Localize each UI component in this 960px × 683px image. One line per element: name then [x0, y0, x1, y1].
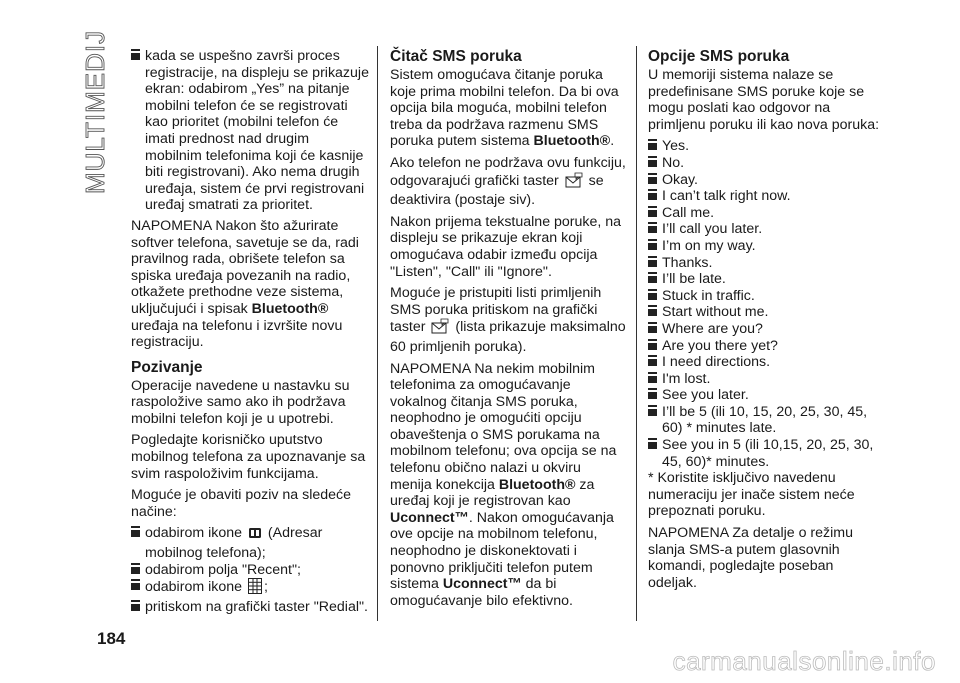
list-item: I can’t talk right now. — [648, 188, 886, 205]
list-item: No. — [648, 155, 886, 172]
paragraph: * Koristite isključivo navedenu numeraciju jer inače sistem neće prepoznati poruku. — [648, 470, 855, 520]
paragraph: Sistem omogućava čitanje poruka koje prima mobilni telefon. Da bi ova opcija bila moguća, mobilni telefon treba da podržava razmenu SMS poruka putem sistema Bluetooth®. — [390, 67, 619, 150]
list-item: Stuck in traffic. — [648, 288, 886, 305]
column-3 — [648, 48, 886, 596]
list-item: I'm lost. — [648, 371, 886, 388]
paragraph: U memoriji sistema nalaze se predefinisane SMS poruke koje se mogu poslati kao odgovor na primljenu poruku ili kao nova poruka: — [648, 67, 880, 133]
list-item: Yes. — [648, 138, 886, 155]
list-item: Are you there yet? — [648, 338, 886, 355]
phonebook-icon — [248, 526, 262, 545]
list-item: I need directions. — [648, 354, 886, 371]
bullet-item: pritiskom na grafički taster "Redial". — [131, 599, 369, 616]
paragraph: Operacije navedene u nastavku su raspoložive samo ako ih podržava mobilni telefon koji je u upotrebi. — [131, 377, 350, 427]
watermark: carmanualsonline.info — [672, 646, 936, 676]
bullet-item: kada se uspešno završi proces registracije, na displeju se prikazuje ekran: odabirom „Yes” na pitanje mobilni telefon će se registrovati kao prioritet (mobilni telefon će imati prednost nad drugim mobilnim telefonima koji će kasnije biti registrovani). Ako nema drugih uređaja, sistem će prvi registrovani uređaj smatrati za prioritet. — [131, 48, 369, 214]
list-item: See you later. — [648, 387, 886, 404]
note-paragraph: NAPOMENA Na nekim mobilnim telefonima za omogućavanje vokalnog čitanja SMS poruka, neophodno je omogućiti opciju obaveštenja o SMS porukama na mobilnom telefonu; ova opcija se na telefonu obično nalazi u okviru menija konekcija Bluetooth® za uređaj koji je registrovan kao Uconnect™. Nakon omogućavanja ove opcije na mobilnom telefonu, neophodno je diskonektovati i ponovno priključiti telefon putem sistema Uconnect™ da bi omogućavanje bilo efektivno. — [390, 360, 617, 609]
paragraph: Moguće je pristupiti listi primljenih SMS poruka pritiskom na grafički taster (lista prikazuje maksimalno 60 primljenih poruka). — [390, 285, 626, 355]
list-item: Start without me. — [648, 304, 886, 321]
sms-envelope-icon — [565, 172, 583, 193]
section-heading-sms-options: Opcije SMS poruka — [648, 48, 790, 65]
list-item: I’ll be 5 (ili 10, 15, 20, 25, 30, 45, 60) * minutes late. — [648, 404, 886, 437]
column-divider — [636, 46, 637, 621]
list-item: Okay. — [648, 172, 886, 189]
column-divider — [377, 46, 378, 621]
column-2 — [390, 48, 626, 614]
list-item: I’ll call you later. — [648, 221, 886, 238]
list-item: Thanks. — [648, 255, 886, 272]
paragraph: Moguće je obaviti poziv na sledeće načine: — [131, 487, 352, 520]
section-heading-pozivanje: Pozivanje — [131, 358, 203, 376]
sms-envelope-icon — [431, 318, 449, 339]
list-item: I’m on my way. — [648, 238, 886, 255]
paragraph: Ako telefon ne podržava ovu funkciju, odgovarajući grafički taster se deaktivira (postaje siv). — [390, 154, 626, 209]
keypad-icon — [248, 578, 262, 599]
page-number: 184 — [97, 629, 126, 648]
list-item: See you in 5 (ili 10,15, 20, 25, 30, 45, 60)* minutes. — [648, 437, 886, 470]
section-heading-sms-reader: Čitač SMS poruka — [390, 48, 522, 65]
list-item: Where are you? — [648, 321, 886, 338]
note-paragraph: NAPOMENA Nakon što ažurirate softver telefona, savetuje se da, radi pravilnog rada, obrišete telefon sa spiska uređaja povezanih na radio, otkažete prethodne veze sistema, uključujući i spisak Bluetooth® uređaja na telefonu i izvršite novu registraciju. — [131, 217, 359, 351]
list-item: I’ll be late. — [648, 271, 886, 288]
bullet-item: odabirom polja "Recent"; — [131, 562, 369, 579]
bullet-item: odabirom ikone ; — [131, 578, 369, 599]
column-1 — [131, 48, 369, 615]
paragraph: Nakon prijema tekstualne poruke, na displeju se prikazuje ekran koji omogućava odabir između opcija "Listen", "Call" ili "Ignore". — [390, 213, 622, 280]
note-paragraph: NAPOMENA Za detalje o režimu slanja SMS-a putem glasovnih komandi, pogledajte poseban odeljak. — [648, 525, 854, 591]
message-list — [648, 138, 886, 470]
bullet-item: odabirom ikone (Adresar mobilnog telefona); — [131, 525, 369, 561]
list-item: Call me. — [648, 205, 886, 222]
section-label: MULTIMEDIJ — [80, 29, 110, 194]
paragraph: Pogledajte korisničko uputstvo mobilnog telefona za upoznavanje sa svim raspoloživim funkcijama. — [131, 432, 366, 482]
